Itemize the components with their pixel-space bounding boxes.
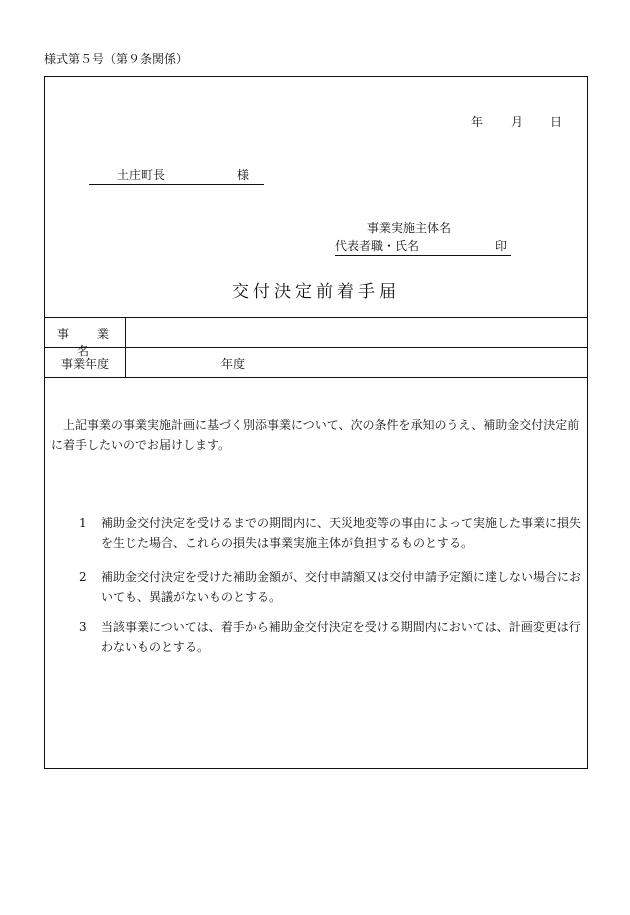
table-column-divider [125, 317, 126, 377]
applicant-rep-label: 代表者職・氏名 [335, 239, 420, 253]
addressee-mayor: 土庄町長 [117, 168, 166, 182]
table-middle-border [45, 347, 587, 348]
condition-3 [65, 617, 583, 657]
table-bottom-border [45, 377, 587, 378]
condition-number: 1 [79, 516, 87, 530]
condition-text: 補助金交付決定を受けるまでの期間内に、天災地変等の事由によって実施した事業に損失を生じた場合、これらの損失は事業実施主体が負担するものとする。 [101, 516, 582, 550]
addressee-line [89, 166, 264, 185]
date-month: 月 [511, 115, 524, 129]
condition-2 [65, 567, 583, 607]
project-name-label: 事 業 名 [56, 327, 138, 358]
condition-text: 補助金交付決定を受けた補助金額が、交付申請額又は交付申請予定額に達しない場合においても、異議がないものとする。 [101, 570, 582, 604]
condition-number: 2 [79, 570, 87, 584]
seal-mark: 印 [495, 239, 508, 253]
condition-1 [65, 513, 583, 553]
applicant-rep-line [335, 237, 511, 256]
date-day: 日 [550, 115, 563, 129]
condition-number: 3 [79, 620, 87, 634]
fiscal-year-label: 事業年度 [60, 357, 109, 371]
fiscal-year-suffix: 年度 [221, 357, 246, 371]
addressee-honorific: 様 [237, 168, 250, 182]
date-year: 年 [471, 115, 484, 129]
form-frame [44, 76, 588, 769]
applicant-org-label: 事業実施主体名 [367, 221, 452, 235]
document-title: 交付決定前着手届 [232, 282, 400, 302]
condition-text: 当該事業については、着手から補助金交付決定を受ける期間内においては、計画変更は行わないものとする。 [101, 620, 581, 654]
body-paragraph: 上記事業の事業実施計画に基づく別添事業について、次の条件を承知のうえ、補助金交付決定前に着手したいのでお届けします。 [51, 418, 580, 452]
table-top-border [45, 317, 587, 318]
form-number: 様式第５号（第９条関係） [44, 52, 189, 66]
